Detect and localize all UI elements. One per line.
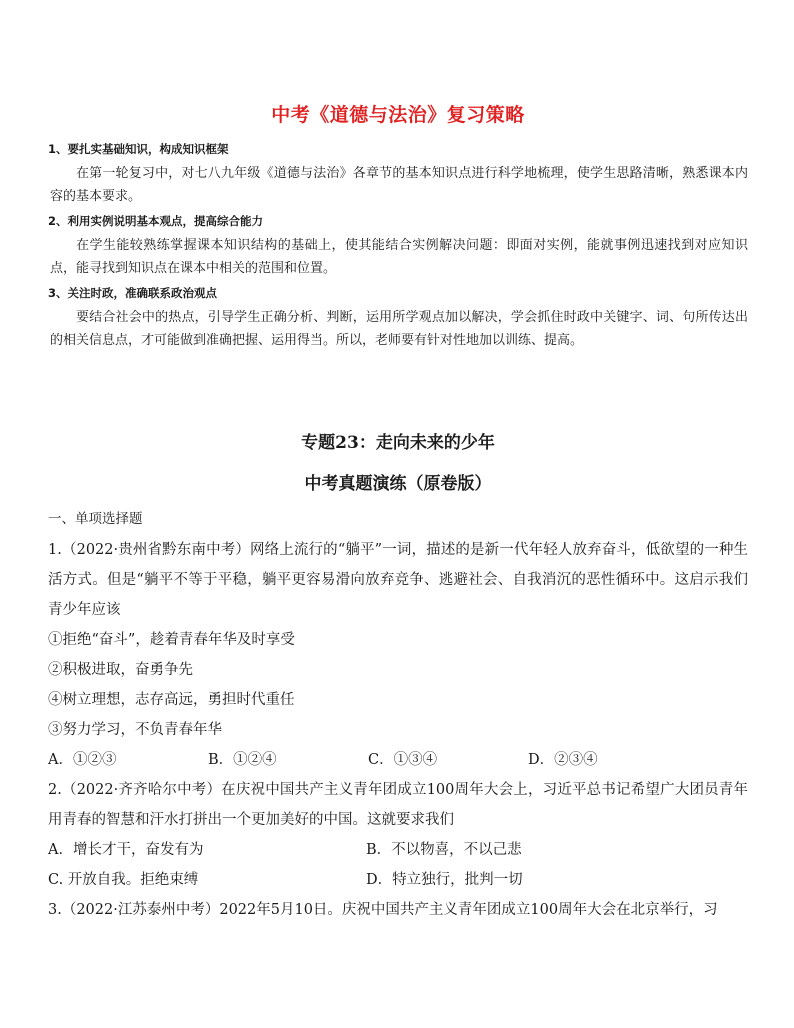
statement-item: ①拒绝“奋斗”，趁着青春年华及时享受 <box>48 632 295 648</box>
option-b: B．①②④ <box>208 752 277 768</box>
strategy-body-2: 在学生能较熟练掌握课本知识结构的基础上，使其能结合实例解决问题：即面对实例，能就事例迅速找到对应知识点，能寻找到知识点在课本中相关的范围和位置。 <box>50 238 748 276</box>
strategy-body-3: 要结合社会中的热点，引导学生正确分析、判断，运用所学观点加以解决，学会抓住时政中关键字、词、句所传达出的相关信息点，才可能做到准确把握、运用得当。所以，老师要有针对性地加以训练、提高。 <box>50 310 748 348</box>
statement-item: ③努力学习，不负青春年华 <box>48 722 222 738</box>
question-1 <box>48 535 748 775</box>
topic-title: 专题23：走向未来的少年 <box>301 433 495 453</box>
question-stem: 3.（2022·江苏泰州中考）2022年5月10日。庆祝中国共产主义青年团成立100周年大会在北京举行，习 <box>48 902 718 918</box>
question-stem: 1.（2022·贵州省黔东南中考）网络上流行的“躺平”一词，描述的是新一代年轻人放弃奋斗，低欲望的一种生活方式。但是“躺平不等于平稳，躺平更容易滑向放弃竞争、逃避社会、自我消沉的恶性循环中。这启示我们青少年应该 <box>48 542 748 618</box>
document-page <box>48 0 748 1028</box>
strategy-section <box>48 140 748 356</box>
strategy-heading-2: 2、利用实例说明基本观点，提高综合能力 <box>48 214 263 228</box>
answer-options <box>48 745 748 775</box>
strategy-body-1: 在第一轮复习中，对七八九年级《道德与法治》各章节的基本知识点进行科学地梳理，使学生思路清晰，熟悉课本内容的基本要求。 <box>50 166 748 204</box>
option-b: B．不以物喜，不以己悲 <box>366 842 522 858</box>
question-2 <box>48 775 748 895</box>
question-3 <box>48 895 748 925</box>
answer-options <box>48 865 748 895</box>
questions-section <box>48 508 748 925</box>
statement-item: ②积极进取，奋勇争先 <box>48 662 193 678</box>
page-title: 中考《道德与法治》复习策略 <box>271 104 525 126</box>
strategy-heading-1: 1、要扎实基础知识，构成知识框架 <box>48 142 229 156</box>
statement-item: ④树立理想，志存高远，勇担时代重任 <box>48 692 295 708</box>
option-d: D．②③④ <box>528 752 598 768</box>
answer-options <box>48 835 748 865</box>
question-stem: 2.（2022·齐齐哈尔中考）在庆祝中国共产主义青年团成立100周年大会上，习近平总书记希望广大团员青年用青春的智慧和汗水打拼出一个更加美好的中国。这就要求我们 <box>48 782 748 828</box>
option-a: A．增长才干，奋发有为 <box>48 842 204 858</box>
option-c: C. 开放自我。拒绝束缚 <box>48 872 199 888</box>
option-c: C．①③④ <box>368 752 438 768</box>
topic-subtitle: 中考真题演练（原卷版） <box>304 474 492 494</box>
option-d: D．特立独行，批判一切 <box>366 872 523 888</box>
section-label: 一、单项选择题 <box>48 511 143 527</box>
strategy-heading-3: 3、关注时政，准确联系政治观点 <box>48 286 217 300</box>
option-a: A．①②③ <box>48 752 117 768</box>
